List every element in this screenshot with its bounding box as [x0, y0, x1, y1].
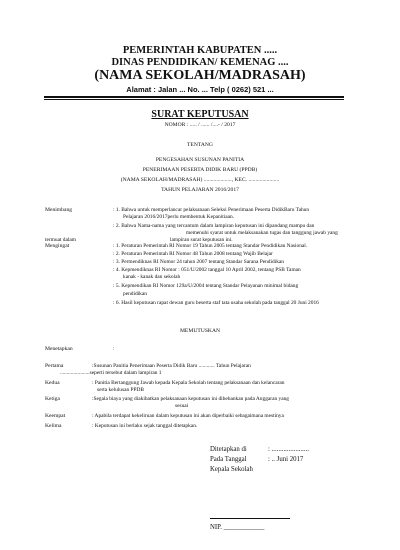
kedua-label: Kedua	[45, 380, 60, 386]
memutuskan-heading: MEMUTUSKAN	[179, 328, 221, 334]
signature-line	[210, 518, 290, 519]
pertama-text-b: ......................seperti tersebut dalam lampiran 1	[60, 370, 162, 376]
menimbang-item-2a: : 2. Bahwa Nama-nama yang tercantum dalam lampiran keputusan ini dipandang mampu dan	[113, 223, 315, 229]
pertama-label: Pertama	[45, 363, 64, 369]
subject-line-2: PENERIMAAN PESERTA DIDIK BARU (PPDB)	[142, 167, 258, 173]
header-agency: DINAS PENDIDIKAN/ KEMENAG ....	[111, 57, 289, 68]
subject-line-4: TAHUN PELAJARAN 2016/2017	[161, 187, 239, 193]
kelima-label: Kelima	[45, 423, 62, 429]
tanggal-value: : .. Juni 2017	[268, 456, 304, 463]
header-school-name: (NAMA SEKOLAH/MADRASAH)	[94, 68, 306, 83]
tanggal-label: Pada Tanggal	[210, 456, 247, 463]
menimbang-label: Menimbang	[45, 207, 73, 213]
signatory-title: Kepala Sekolah	[210, 466, 253, 473]
ketiga-text-a: :Segala biaya yang diakibatkan pelaksanaan keputusan ini dibebankan pada Anggaran yang	[92, 396, 289, 402]
mengingat-item-2: : 2. Peraturan Pemerintah RI Nomor 48 Tahun 2008 tentang Wajib Belajar	[113, 251, 273, 257]
document-title: SURAT KEPUTUSAN	[151, 109, 249, 120]
document-number: NOMOR : ..... / ...... /....- / 2017	[164, 122, 236, 128]
subject-line-3: (NAMA SEKOLAH/MADRASAH) ...................., KEC. ......................	[120, 177, 280, 183]
kedua-text-b: serta kelulusan PPDB	[97, 387, 145, 393]
ketiga-label: Ketiga	[45, 396, 60, 402]
subject-line-1: PENGESAHAN SUSUNAN PANITIA	[155, 157, 245, 163]
ketiga-text-b: sesuai	[175, 403, 189, 409]
menimbang-item-2c: termuat dalam	[45, 237, 76, 243]
menetapkan-label: Menetapkan	[45, 346, 73, 352]
header-address: Alamat : Jalan ... No. ... Telp ( 0262) 521 ...	[126, 85, 274, 94]
mengingat-label: Mengingat	[45, 243, 70, 249]
nip-field: NIP. ____________	[210, 524, 265, 531]
keempat-text: : Apabila terdapat kekeliruan dalam keputusan ini akan diperbaiki sebagaimana mestinya	[92, 413, 284, 419]
menetapkan-colon: :	[113, 346, 115, 352]
mengingat-item-5a: : 5. Kepmendikan RI Nomor 129a/U/2004 tentang Standar Pelayanan minimal bidang	[113, 283, 299, 289]
header-divider-thick	[44, 96, 344, 98]
mengingat-item-5b: pendidikan	[123, 291, 147, 297]
mengingat-item-4b: kanak - kanak dan sekolah	[123, 274, 181, 280]
keempat-label: Keempat	[45, 413, 66, 419]
ditetapkan-value: : ......................	[268, 446, 309, 453]
mengingat-item-1: : 1. Peraturan Pemerintah RI Nomor 19 Tahun 2005 tentang Standar Pendidikan Nasional.	[113, 243, 308, 249]
menimbang-item-1b: Pelajaran 2016/2017perlu membentuk Kepanitiaan.	[123, 214, 235, 220]
tentang-label: TENTANG	[187, 142, 213, 148]
mengingat-item-3: : 3. Permendiknas RI Nomor 24 tahun 2007 tentang Standar Sarana Pendidikan	[113, 259, 284, 265]
header-government: PEMERINTAH KABUPATEN .....	[122, 45, 278, 56]
kelima-text: : Keputusan ini berlaku sejak tanggal ditetapkan.	[92, 423, 198, 429]
menimbang-item-2b: memenuhi syarat untuk melaksanakan tugas dan tanggung jawab yang	[186, 230, 338, 236]
ditetapkan-label: Ditetapkan di	[210, 446, 247, 453]
header-divider-thin	[44, 99, 344, 100]
mengingat-item-4a: : 4. Kepmendiknas RI Nomor : 051/U/2002 tanggal 10 April 2002, tentang PSB Taman	[113, 267, 301, 273]
kedua-text-a: : Panitia Bertanggung Jawab kepada Kepala Sekolah tentang pelaksanaan dan kelancaran	[92, 380, 285, 386]
menimbang-item-2d: lampiran surat keputusan ini.	[170, 237, 233, 243]
menimbang-item-1a: : 1. Bahwa untuk memperlancar pelaksanaan Seleksi Penerimaan Peserta DidikBaru Tahun	[113, 207, 310, 213]
mengingat-item-6: : 6. Hasil keputusan rapat dewan guru beserta staf tata usaha sekolah pada tanggal 20 Juni 2016	[113, 300, 319, 306]
pertama-text-a: :Susunan Panitia Penerimaan Peserta Didik Baru ............ Tahun Pelajaran	[92, 363, 251, 369]
